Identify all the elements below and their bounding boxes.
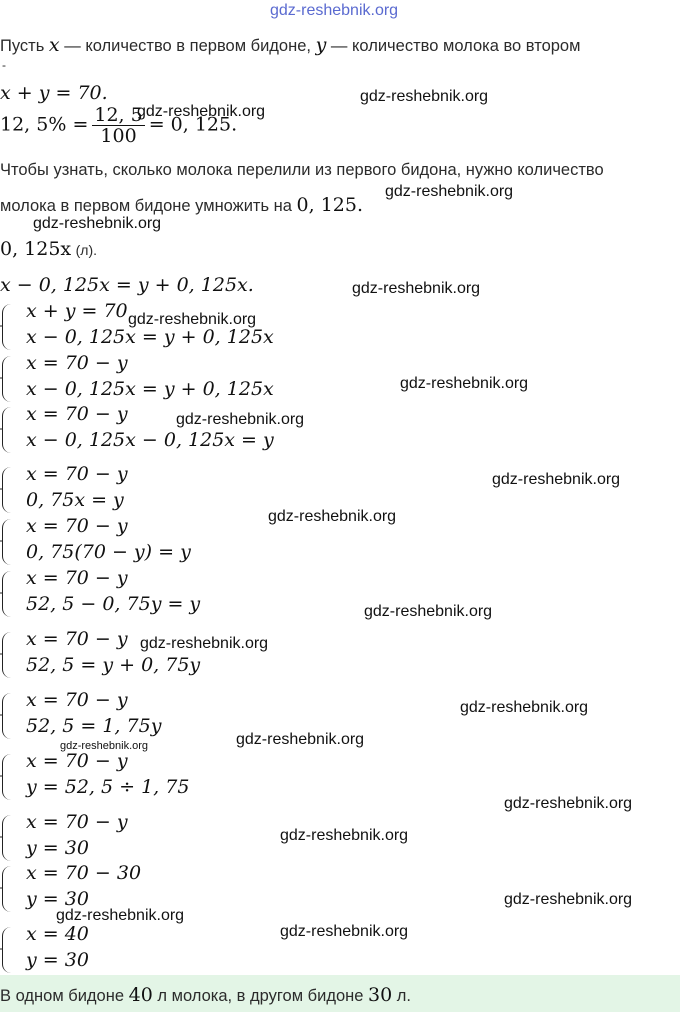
answer-box [0, 975, 680, 1012]
system-equation: x = 70 − y [26, 811, 128, 833]
system-equation: x = 70 − y [26, 463, 128, 485]
system-equation: x + y = 70 [26, 300, 128, 322]
watermark: gdz-reshebnik.org [492, 471, 621, 488]
equation-sum: x + y = 70. [0, 82, 108, 104]
watermark: gdz-reshebnik.org [268, 508, 397, 525]
explanation-value: 0, 125. [296, 194, 364, 216]
watermark: gdz-reshebnik.org [280, 923, 409, 940]
system-brace [2, 754, 13, 800]
watermark-header: gdz-reshebnik.org [270, 2, 399, 19]
system-brace [2, 571, 13, 617]
system-equation: x − 0, 125x = y + 0, 125x [26, 326, 274, 348]
system-brace [2, 356, 13, 402]
watermark: gdz-reshebnik.org [504, 891, 633, 908]
percent-rhs: = 0, 125. [148, 113, 238, 136]
poured-amount [0, 238, 97, 260]
intro-text-2: — количество в первом бидоне, [64, 37, 311, 55]
system-equation: y = 30 [26, 949, 89, 971]
system-equation: 0, 75(70 − y) = y [26, 541, 191, 563]
fraction-numerator: 12, 5 [94, 104, 143, 126]
intro-continuation: - [2, 58, 6, 72]
fraction-denominator: 100 [100, 125, 137, 147]
answer-part-2: л молока, в другом бидоне [157, 987, 364, 1005]
answer-part-1: В одном бидоне [0, 987, 125, 1005]
system-equation: x − 0, 125x − 0, 125x = y [26, 429, 274, 451]
watermark: gdz-reshebnik.org [236, 731, 365, 748]
intro-text-3: — количество молока во втором [330, 37, 581, 55]
system-equation: x − 0, 125x = y + 0, 125x [26, 378, 274, 400]
watermark: gdz-reshebnik.org [128, 311, 257, 328]
poured-expression: 0, 125x [0, 238, 72, 260]
var-y: y [315, 34, 327, 56]
system-equation: y = 52, 5 ÷ 1, 75 [26, 776, 190, 798]
system-equation: y = 30 [26, 837, 89, 859]
system-brace [2, 467, 13, 513]
system-equation: x = 70 − y [26, 689, 128, 711]
explanation-text: молока в первом бидоне умножить на [0, 197, 292, 215]
explanation-line-2 [0, 194, 363, 216]
system-equation: 52, 5 − 0, 75y = y [26, 593, 201, 615]
system-equation: x = 70 − 30 [26, 862, 142, 884]
watermark: gdz-reshebnik.org [364, 603, 493, 620]
system-equation: 0, 75x = y [26, 489, 124, 511]
watermark: gdz-reshebnik.org [176, 411, 305, 428]
answer-part-3: л. [396, 987, 412, 1005]
watermark: gdz-reshebnik.org [140, 635, 269, 652]
system-brace [2, 632, 13, 678]
percent-lhs: 12, 5% = [0, 113, 89, 136]
system-brace [2, 304, 13, 350]
answer-text [0, 984, 411, 1006]
system-brace [2, 693, 13, 739]
explanation-line-1: Чтобы узнать, сколько молока перелили из первого бидона, нужно количество [0, 161, 604, 179]
system-brace [2, 519, 13, 565]
system-equation: x = 70 − y [26, 750, 128, 772]
system-equation: x = 70 − y [26, 352, 128, 374]
system-brace [2, 407, 13, 453]
intro-line [0, 34, 580, 56]
watermark: gdz-reshebnik.org [60, 740, 149, 752]
system-equation: 52, 5 = y + 0, 75y [26, 654, 201, 676]
answer-value-1: 40 [128, 984, 153, 1006]
watermark: gdz-reshebnik.org [352, 280, 481, 297]
system-brace [2, 927, 13, 973]
system-brace [2, 815, 13, 861]
equation-balance: x − 0, 125x = y + 0, 125x. [0, 274, 254, 296]
watermark: gdz-reshebnik.org [56, 907, 185, 924]
system-equation: y = 30 [26, 888, 89, 910]
system-equation: x = 70 − y [26, 567, 128, 589]
answer-value-2: 30 [368, 984, 393, 1006]
watermark: gdz-reshebnik.org [385, 183, 514, 200]
watermark: gdz-reshebnik.org [33, 215, 162, 232]
system-equation: x = 40 [26, 923, 89, 945]
poured-unit: (л). [75, 242, 97, 258]
system-equation: x = 70 − y [26, 628, 128, 650]
var-x: x [48, 34, 60, 56]
system-equation: x = 70 − y [26, 403, 128, 425]
intro-text-1: Пусть [0, 37, 45, 55]
watermark: gdz-reshebnik.org [280, 827, 409, 844]
watermark: gdz-reshebnik.org [460, 699, 589, 716]
system-equation: 52, 5 = 1, 75y [26, 715, 162, 737]
system-equation: x = 70 − y [26, 515, 128, 537]
system-brace [2, 866, 13, 912]
watermark: gdz-reshebnik.org [137, 103, 266, 120]
watermark: gdz-reshebnik.org [360, 88, 489, 105]
watermark: gdz-reshebnik.org [504, 795, 633, 812]
watermark: gdz-reshebnik.org [400, 375, 529, 392]
